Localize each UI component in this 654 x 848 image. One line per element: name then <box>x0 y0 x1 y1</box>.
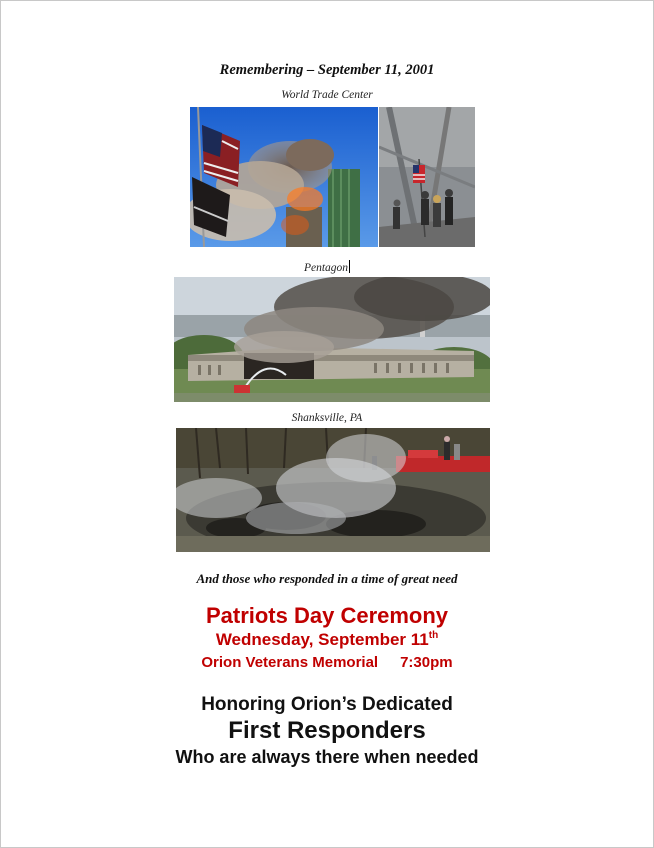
honoring-line-1: Honoring Orion’s Dedicated <box>201 694 453 715</box>
photo-wtc-firefighters-flag <box>379 107 475 247</box>
caption-world-trade-center: World Trade Center <box>281 89 373 101</box>
event-name: Patriots Day Ceremony <box>205 603 449 628</box>
photo-wtc-towers <box>190 107 378 247</box>
honoring-line-3: Who are always there when needed <box>175 747 479 767</box>
honoring-line-2: First Responders <box>228 717 426 744</box>
text-cursor <box>349 260 350 273</box>
date-ordinal-suffix: th <box>428 630 439 641</box>
photo-shanksville <box>176 428 490 552</box>
event-location: Orion Veterans Memorial <box>201 654 379 671</box>
event-time: 7:30pm <box>400 654 453 671</box>
event-date: Wednesday, September 11th <box>215 630 439 649</box>
event-location-time <box>0 654 654 671</box>
responders-tribute-line: And those who responded in a time of great need <box>196 571 458 586</box>
caption-shanksville: Shanksville, PA <box>291 412 363 424</box>
caption-pentagon: Pentagon <box>303 262 349 274</box>
photo-pentagon <box>174 277 490 402</box>
page-title: Remembering – September 11, 2001 <box>219 62 435 78</box>
